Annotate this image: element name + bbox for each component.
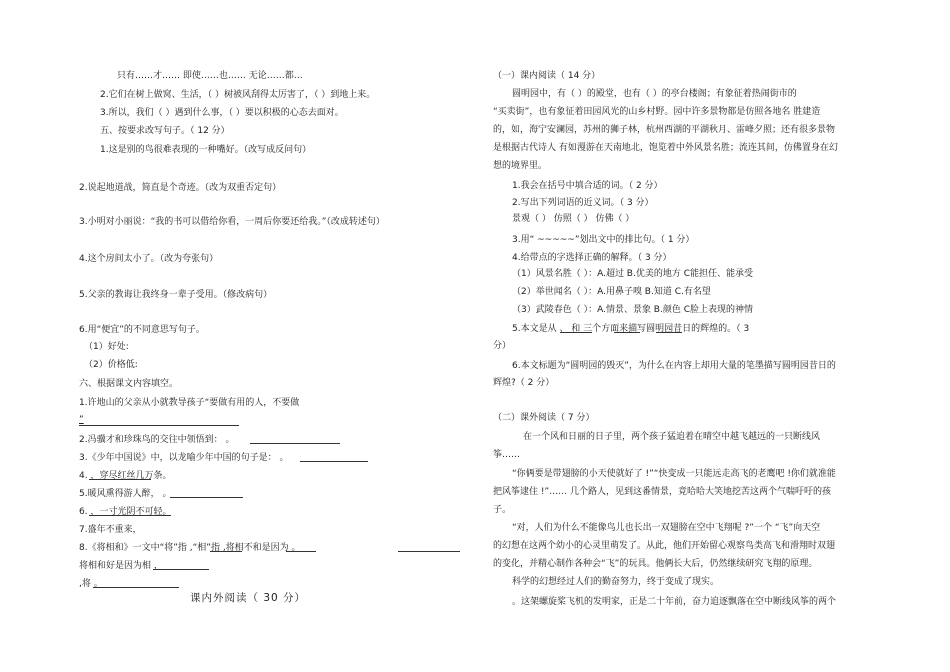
fill-q6: 6. ，一寸光阴不可轻。 <box>79 507 172 517</box>
reading-q2-items: 景观（ ） 仿照（ ） 仿佛（ ） <box>512 214 635 224</box>
fill-q2: 2.冯骥才和珍珠鸟的交往中领悟到： 。 <box>79 435 235 445</box>
rewrite-q4: 4.这个房间太小了。（改为夸张句） <box>79 254 219 264</box>
rewrite-q6-part2: （2）价格低: <box>84 360 138 370</box>
story-line-8: 的变化，并精心制作各种会“飞”的玩具。他俩长大后，仍然继续研究飞翔的原理。 <box>493 559 818 569</box>
reading-q4-opt2: （2）举世闻名（ ）：A.用鼻子嗅 B.知道 C.有名望 <box>512 287 711 297</box>
fill-q4: 4. ，穿尽红丝几万条。 <box>79 471 172 481</box>
blank-line <box>89 515 171 516</box>
reading-q6-cont: 辉煌?（ 2 分） <box>493 378 555 388</box>
reading-one-heading: （一）课内阅读（ 14 分） <box>493 71 601 81</box>
rewrite-q5: 5.父亲的教诲让我终身一辈子受用。（修改病句） <box>79 290 273 300</box>
blank-line <box>560 332 592 333</box>
reading-q2: 2.写出下列词语的近义词。（ 3 分） <box>512 198 654 208</box>
fill-q1: 1.许地山的父亲从小就教导孩子“要做有用的人，不要做 <box>79 398 300 408</box>
rewrite-q6-part1: （1）好处: <box>84 342 129 352</box>
rewrite-q2: 2.说起地道战，简直是个奇迹。（改为双重否定句） <box>79 183 282 193</box>
story-line-6: “对，人们为什么不能像鸟儿也长出一双翅膀在空中飞翔呢 ?”一个 “飞”向天空 <box>512 523 821 533</box>
fill-q8: 8.《将相和》一文中“将”指 ,“相”指 ,将相不和是因为 。 <box>79 543 301 553</box>
rewrite-q1: 1.这是别的鸟很难表现的一种嘴好。（改写成反问句） <box>100 145 312 155</box>
rewrite-q6: 6.用“便宜”的不同意思写句子。 <box>79 325 205 335</box>
reading-q5: 5.本文是从 、 和 三个方面来描写圆明园昔日的辉煌的。（ 3 <box>512 324 750 334</box>
fill-q1-blank: ” <box>79 415 84 425</box>
fill-q8-cont2: ,将 。 <box>79 579 103 589</box>
blank-line <box>170 497 243 498</box>
blank-line <box>79 425 239 426</box>
reading-q5-cont: 分） <box>493 341 512 351</box>
reading-section-title: 课内外阅读（ 30 分） <box>190 592 307 604</box>
passage-line-4: 是根据古代诗人 有如漫游在天南地北，饱览着中外风景名胜；流连其间，仿佛置身在幻 <box>493 143 838 153</box>
story-line-1: 在一个风和日丽的日子里，两个孩子猛追着在晴空中越飞越远的一只断线风 <box>523 432 821 442</box>
blank-line <box>210 551 242 552</box>
blank-line <box>614 332 640 333</box>
blank-line <box>93 587 179 588</box>
blank-line <box>89 479 151 480</box>
reading-q4-opt1: （1）风景名胜（ ）：A.超过 B.优美的地方 C能担任、能承受 <box>512 269 753 279</box>
story-line-10: 。这架螺旋桨飞机的发明家，正是二十年前，奋力追逐飘落在空中断线风筝的两个 <box>512 597 837 607</box>
reading-q1: 1.我会在括号中填合适的词。（ 2 分） <box>512 181 663 191</box>
passage-line-2: “买卖街”，也有象征着田园风光的山乡村野。园中许多景物都是仿照各地名 胜建造 <box>493 107 821 117</box>
word-options-line: 只有……才…… 即使……也…… 无论……都… <box>117 71 303 81</box>
rewrite-q3: 3.小明对小丽说：“我的书可以借给你看，一周后你要还给我。”（改成转述句） <box>79 217 385 227</box>
passage-line-1: 圆明园中，有（ ）的殿堂，也有（ ）的亭台楼阁；有象征着热闹街市的 <box>512 89 797 99</box>
fill-q3: 3.《少年中国说》中，以龙喻少年中国的句子是： 。 <box>79 453 289 463</box>
fill-q5: 5.暖风熏得游人醉， 。 <box>79 489 172 499</box>
reading-q6: 6.本文标题为“圆明园的毁灭”，为什么在内容上却用大量的笔墨描写圆明园昔日的 <box>512 361 836 371</box>
blank-line <box>656 332 682 333</box>
fill-q7: 7.盛年不重来， <box>79 525 142 535</box>
reading-q3: 3.用“ ~~~~~”划出文中的排比句。（ 1 分） <box>512 235 695 245</box>
blank-line <box>300 461 368 462</box>
story-line-5: 子。 <box>493 505 512 515</box>
fill-blank-3: 3.所以，我们（ ）遇到什么事，（ ）要以积极的心态去面对。 <box>100 108 344 118</box>
reading-two-heading: （二）课外阅读（ 7 分） <box>493 413 595 423</box>
story-line-3: “你俩要是带翅膀的小天使就好了 !”“快变成一只能远走高飞的老鹰吧 !你们就准能 <box>512 469 836 479</box>
story-line-4: 把风筝逮住 !”…… 几个路人，见到这番情景，竟哈哈大笑地挖苦这两个气喘吁吁的孩 <box>493 487 831 497</box>
reading-q4: 4.给带点的字选择正确的解释。（ 3 分） <box>512 253 672 263</box>
blank-line <box>286 551 316 552</box>
passage-line-3: 的，如，海宁安澜园，苏州的狮子林，杭州西湖的平湖秋月、雷峰夕照；还有很多景物 <box>493 125 836 135</box>
story-line-9: 科学的幻想经过人们的勤奋努力，终于变成了现实。 <box>512 577 720 587</box>
blank-line <box>398 551 460 552</box>
story-line-7: 的幻想在这两个幼小的心灵里萌发了。从此，他们开始留心观察鸟类高飞和滑翔时双翅 <box>493 541 836 551</box>
blank-line <box>153 569 209 570</box>
fill-q8-cont1: 将相和好是因为相 ， <box>79 561 163 571</box>
fill-blank-2: 2.它们在树上做窝、生活，（ ）树被风刮得太厉害了，（ ）到地上来。 <box>100 90 376 100</box>
section-five-heading: 五、按要求改写句子。（ 12 分） <box>100 126 230 136</box>
passage-line-5: 想的境界里。 <box>493 161 548 171</box>
reading-q4-opt3: （3）武陵春色（ ）：A.情景、景象 B.颜色 C脸上表现的神情 <box>512 305 753 315</box>
blank-line <box>250 443 340 444</box>
section-six-heading: 六、根据课文内容填空。 <box>79 379 179 389</box>
story-line-2: 筝…… <box>493 450 521 460</box>
